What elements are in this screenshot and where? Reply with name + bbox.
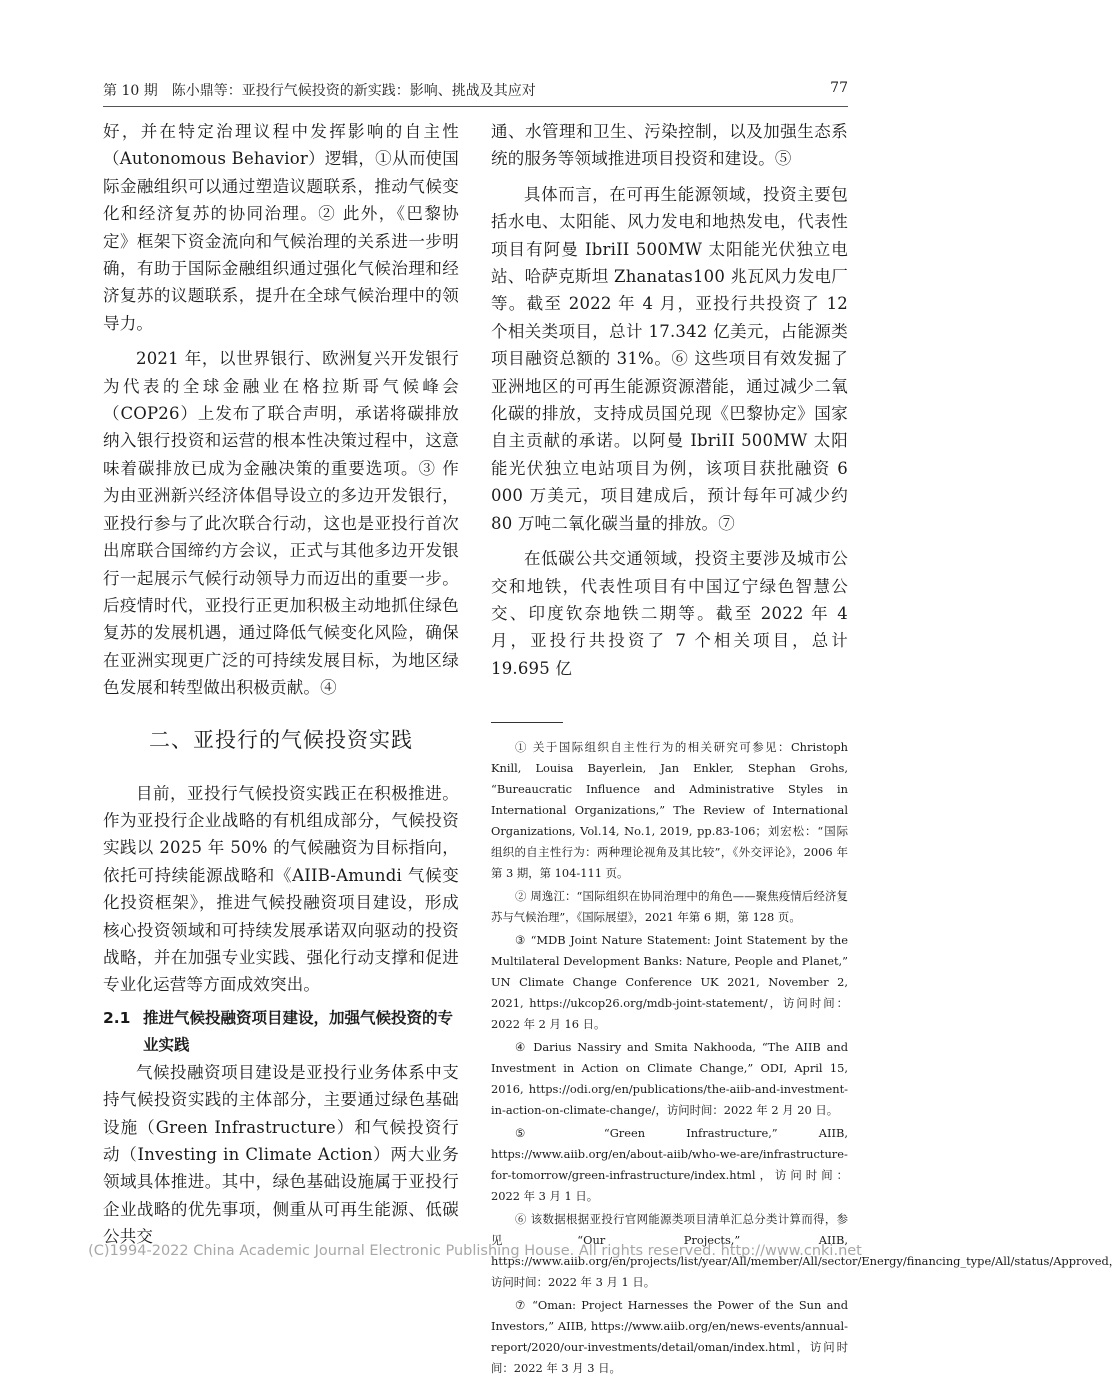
page-number: 77	[830, 80, 848, 96]
footnote-4: ④ Darius Nassiry and Smita Nakhooda, “The AIIB and Investment in Action on Climate Change,” ODI, April 15, 2016, https://odi.org/en/publications/the-aiib-and-investment-in-action-on-climate-change/，访问时间：2022 年 2 月 20 日。	[491, 1040, 848, 1118]
left-column	[103, 118, 459, 1251]
right-paragraph-1: 通、水管理和卫生、污染控制，以及加强生态系统的服务等领域推进项目投资和建设。⑤	[491, 122, 848, 169]
left-paragraph-4: 气候投融资项目建设是亚投行业务体系中支持气候投资实践的主体部分，主要通过绿色基础设施（Green Infrastructure）和气候投资行动（Investing in Climate Action）两大业务领域具体推进。其中，绿色基础设施属于亚投行企业战略的优先事项，侧重从可再生能源、低碳公共交	[103, 1062, 459, 1247]
running-header-title: 第 10 期 陈小鼎等：亚投行气候投资的新实践：影响、挑战及其应对	[103, 83, 536, 99]
footnotes	[491, 737, 1120, 1379]
left-paragraph-1: 好，并在特定治理议程中发挥影响的自主性（Autonomous Behavior）逻辑，①从而使国际金融组织可以通过塑造议题联系，推动气候变化和经济复苏的协同治理。② 此外，《巴黎协定》框架下资金流向和气候治理的关系进一步明确，有助于国际金融组织通过强化气候治理和经济复苏的议题联系，提升在全球气候治理中的领导力。	[103, 122, 459, 333]
left-paragraph-3: 目前，亚投行气候投资实践正在积极推进。作为亚投行企业战略的有机组成部分，气候投资实践以 2025 年 50% 的气候融资为目标指向，依托可持续能源战略和《AIIB-Amundi 气候变化投资框架》，推进气候投融资项目建设，形成核心投资领域和可持续发展承诺双向驱动的投资战略，并在加强专业实践、强化行动支撑和促进专业化运营等方面成效突出。	[103, 783, 459, 995]
right-paragraph-2: 具体而言，在可再生能源领域，投资主要包括水电、太阳能、风力发电和地热发电，代表性项目有阿曼 IbriII 500MW 太阳能光伏独立电站、哈萨克斯坦 Zhanatas100 兆瓦风力发电厂等。截至 2022 年 4 月，亚投行共投资了 12 个相关类项目，总计 17.342 亿美元，占能源类项目融资总额的 31%。⑥ 这些项目有效发掘了亚洲地区的可再生能源资源潜能，通过减少二氧化碳的排放，支持成员国兑现《巴黎协定》国家自主贡献的承诺。以阿曼 IbriII 500MW 太阳能光伏独立电站项目为例，该项目获批融资 6 000 万美元，项目建成后，预计每年可减少约 80 万吨二氧化碳当量的排放。⑦	[491, 184, 848, 533]
footnote-5: ⑤ “Green Infrastructure,” AIIB, https://www.aiib.org/en/about-aiib/who-we-are/infrastructure-for-tomorrow/green-infrastructure/index.html，访问时间：2022 年 3 月 1 日。	[491, 1126, 848, 1204]
subsection-heading	[103, 1005, 459, 1059]
left-paragraph-2: 2021 年，以世界银行、欧洲复兴开发银行为代表的全球金融业在格拉斯哥气候峰会（COP26）上发布了联合声明，承诺将碳排放纳入银行投资和运营的根本性决策过程中，这意味着碳排放已成为金融决策的重要选项。③ 作为由亚洲新兴经济体倡导设立的多边开发银行，亚投行参与了此次联合行动，这也是亚投行首次出席联合国缔约方会议，正式与其他多边开发银行一起展示气候行动领导力而迈出的重要一步。后疫情时代，亚投行正更加积极主动地抓住绿色复苏的发展机遇，通过降低气候变化风险，确保在亚洲实现更广泛的可持续发展目标，为地区绿色发展和转型做出积极贡献。④	[103, 349, 459, 698]
footnote-6: ⑥ 该数据根据亚投行官网能源类项目清单汇总分类计算而得，参见“Our Projects,” AIIB, https://www.aiib.org/en/projects/list/year/All/member/All/sector/Energy/financing_type/All/status/Approved，访问时间：2022 年 3 月 1 日。	[491, 1212, 1120, 1290]
subsection-number: 2.1	[103, 1008, 131, 1027]
footnote-2: ② 周逸江：“国际组织在协同治理中的角色——聚焦疫情后经济复苏与气候治理”，《国际展望》，2021 年第 6 期，第 128 页。	[491, 889, 848, 925]
right-column	[491, 118, 1120, 1381]
header-rule	[103, 106, 848, 107]
footnote-3: ③ “MDB Joint Nature Statement: Joint Statement by the Multilateral Development Banks: Nature, People and Planet,” UN Climate Change Conference UK 2021, November 2, 2021, https://ukcop26.org/mdb-joint-statement/，访问时间：2022 年 2 月 16 日。	[491, 933, 848, 1032]
footnote-7: ⑦ “Oman: Project Harnesses the Power of the Sun and Investors,” AIIB, https://www.aiib.org/en/news-events/annual-report/2020/our-investments/detail/oman/index.html，访问时间：2022 年 3 月 3 日。	[491, 1298, 848, 1376]
footnote-rule	[491, 722, 563, 723]
copyright-notice: (C)1994-2022 China Academic Journal Electronic Publishing House. All rights reserved. http://www.cnki.net	[88, 1243, 862, 1259]
footnote-1: ① 关于国际组织自主性行为的相关研究可参见：Christoph Knill, Louisa Bayerlein, Jan Enkler, Stephan Grohs, “Bureaucratic Influence and Administrative Styles in International Organizations,” The Review of International Organizations, Vol.14, No.1, 2019, pp.83-106；刘宏松：“国际组织的自主性行为：两种理论视角及其比较”，《外交评论》，2006 年第 3 期，第 104-111 页。	[491, 740, 848, 881]
running-header	[103, 80, 848, 102]
section-title: 二、亚投行的气候投资实践	[149, 727, 413, 752]
subsection-title: 推进气候投融资项目建设，加强气候投资的专业实践	[143, 1008, 454, 1054]
right-paragraph-3: 在低碳公共交通领域，投资主要涉及城市公交和地铁，代表性项目有中国辽宁绿色智慧公交、印度钦奈地铁二期等。截至 2022 年 4 月，亚投行共投资了 7 个相关项目，总计 19.695 亿	[491, 549, 848, 678]
